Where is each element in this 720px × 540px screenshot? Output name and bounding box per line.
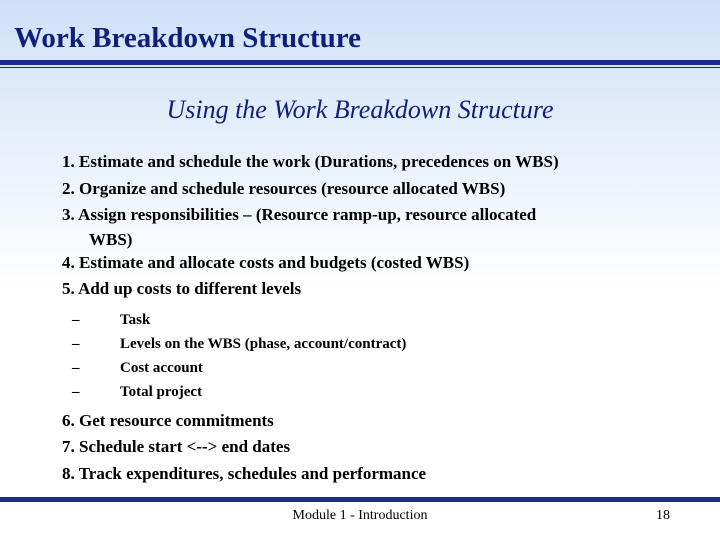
sub-list-item — [62, 332, 712, 356]
item-number: 8. — [62, 463, 75, 483]
sub-list — [62, 308, 712, 404]
dash-bullet: – — [72, 311, 80, 328]
item-number: 6. — [62, 410, 75, 430]
list-item — [62, 176, 712, 203]
sub-item-text: Total project — [120, 383, 203, 400]
list-item — [62, 276, 712, 303]
dash-bullet: – — [72, 383, 80, 400]
item-number: 1. — [62, 152, 75, 171]
item-number: 3. — [62, 205, 75, 224]
sub-list-item — [62, 308, 712, 332]
slide-title: Work Breakdown Structure — [14, 22, 361, 54]
sub-item-text: Cost account — [120, 359, 203, 376]
dash-bullet: – — [72, 335, 80, 352]
title-divider-thin — [0, 67, 720, 68]
footer-divider — [0, 497, 720, 502]
item-number: 5. — [62, 279, 75, 298]
dash-bullet: – — [72, 359, 80, 376]
sub-item-text: Levels on the WBS (phase, account/contract) — [120, 335, 407, 352]
sub-list-item — [62, 356, 712, 380]
item-text: Track expenditures, schedules and performance — [78, 463, 427, 483]
sub-item-text: Task — [120, 311, 151, 328]
item-continuation: WBS) — [89, 229, 133, 249]
item-text: Get resource commitments — [79, 410, 274, 430]
item-number: 7. — [62, 437, 75, 456]
list-item — [62, 149, 712, 176]
page-number: 18 — [656, 508, 670, 523]
item-number: 4. — [62, 252, 75, 272]
list-item — [62, 461, 712, 488]
slide-subtitle: Using the Work Breakdown Structure — [166, 95, 554, 124]
item-text: Estimate and allocate costs and budgets (costed WBS) — [79, 252, 470, 272]
list-item — [62, 202, 712, 250]
footer-module-label: Module 1 - Introduction — [292, 508, 428, 523]
item-text: Assign responsibilities – (Resource ramp-up, resource allocated — [78, 205, 537, 224]
title-divider — [0, 60, 720, 65]
item-number: 2. — [62, 178, 75, 198]
list-item — [62, 250, 712, 277]
list-item — [62, 408, 712, 435]
list-item — [62, 434, 712, 461]
bullet-list — [62, 149, 712, 487]
item-text: Estimate and schedule the work (Durations, precedences on WBS) — [79, 152, 559, 171]
item-text: Schedule start <--> end dates — [79, 437, 291, 456]
item-text: Add up costs to different levels — [78, 279, 302, 298]
sub-list-item — [62, 380, 712, 404]
item-text: Organize and schedule resources (resource allocated WBS) — [79, 178, 506, 198]
